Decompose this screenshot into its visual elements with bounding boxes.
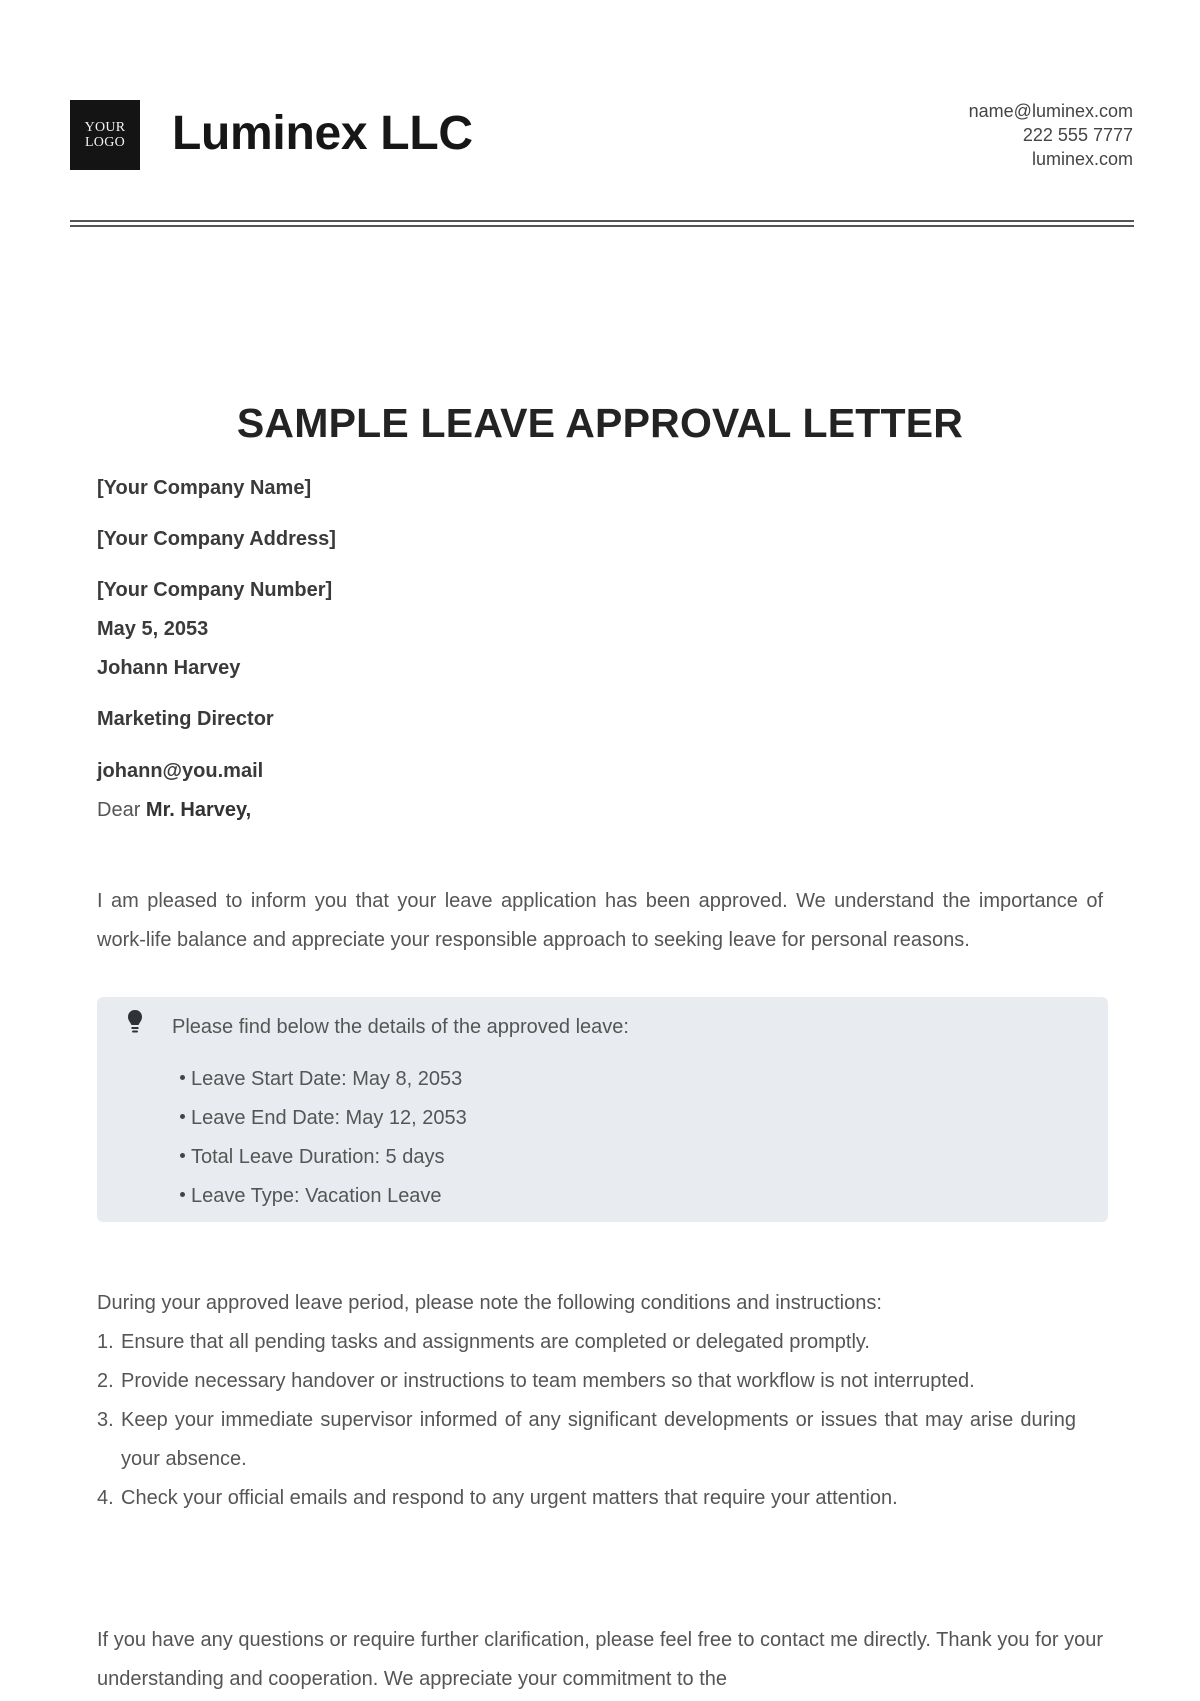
list-item <box>180 1099 467 1138</box>
bullet-icon <box>180 1114 185 1119</box>
list-item <box>97 1401 1097 1479</box>
leave-start-date: Leave Start Date: May 8, 2053 <box>191 1068 463 1090</box>
intro-paragraph: I am pleased to inform you that your leave application has been approved. We understand the importance of work-life balance and appreciate your responsible approach to seeking leave for personal reasons. <box>97 890 1103 951</box>
recipient-name: Johann Harvey <box>97 657 241 679</box>
salutation-prefix: Dear <box>97 799 141 821</box>
bullet-icon <box>180 1153 185 1158</box>
list-item <box>97 1479 1097 1518</box>
item-number: 3. <box>97 1409 114 1431</box>
contact-email[interactable]: name@luminex.com <box>968 101 1133 121</box>
item-text: Check your official emails and respond to any urgent matters that require your attention. <box>121 1487 898 1509</box>
contact-block <box>969 99 1133 171</box>
item-text: Keep your immediate supervisor informed of any significant developments or issues that may arise during your absence. <box>121 1409 1076 1470</box>
conditions-section <box>97 1284 1097 1518</box>
closing-paragraph: If you have any questions or require further clarification, please feel free to contact me directly. Thank you for your understanding and cooperation. We appreciate your commitment to the <box>97 1629 1103 1690</box>
conditions-lead: During your approved leave period, please note the following conditions and instructions: <box>97 1292 882 1314</box>
document-title: SAMPLE LEAVE APPROVAL LETTER <box>236 400 964 446</box>
leave-end-date: Leave End Date: May 12, 2053 <box>191 1107 467 1129</box>
sender-company-number: [Your Company Number] <box>97 579 333 601</box>
callout-lead-text: Please find below the details of the approved leave: <box>172 1016 629 1038</box>
company-name: Luminex LLC <box>172 107 473 160</box>
letter-date: May 5, 2053 <box>97 618 209 640</box>
list-item <box>180 1177 467 1216</box>
sender-company-address: [Your Company Address] <box>97 528 336 550</box>
leave-details-list <box>180 1060 467 1216</box>
item-number: 1. <box>97 1331 114 1353</box>
header-divider-top <box>70 220 1134 222</box>
list-item <box>180 1138 467 1177</box>
leave-type: Leave Type: Vacation Leave <box>191 1185 442 1207</box>
salutation <box>97 797 251 823</box>
item-number: 2. <box>97 1370 114 1392</box>
conditions-list <box>97 1323 1097 1518</box>
bullet-icon <box>180 1075 185 1080</box>
lightbulb-icon <box>127 1009 143 1037</box>
leave-details-callout <box>97 997 1108 1222</box>
salutation-name: Mr. Harvey, <box>145 799 252 821</box>
list-item <box>180 1060 467 1099</box>
list-item <box>97 1362 1097 1401</box>
leave-duration: Total Leave Duration: 5 days <box>191 1146 445 1168</box>
logo-line-1: YOUR <box>84 120 126 135</box>
item-text: Ensure that all pending tasks and assignments are completed or delegated promptly. <box>121 1331 870 1353</box>
bullet-icon <box>180 1192 185 1197</box>
sender-company-name: [Your Company Name] <box>97 477 312 499</box>
recipient-title: Marketing Director <box>97 708 274 730</box>
header-divider-bottom <box>70 225 1134 227</box>
contact-phone: 222 555 7777 <box>1022 125 1133 145</box>
item-text: Provide necessary handover or instructions to team members so that workflow is not interrupted. <box>121 1370 975 1392</box>
contact-website[interactable]: luminex.com <box>1031 149 1133 169</box>
logo-line-2: LOGO <box>84 135 126 150</box>
list-item <box>97 1323 1097 1362</box>
item-number: 4. <box>97 1487 114 1509</box>
recipient-email: johann@you.mail <box>97 760 264 782</box>
company-logo <box>70 100 140 170</box>
